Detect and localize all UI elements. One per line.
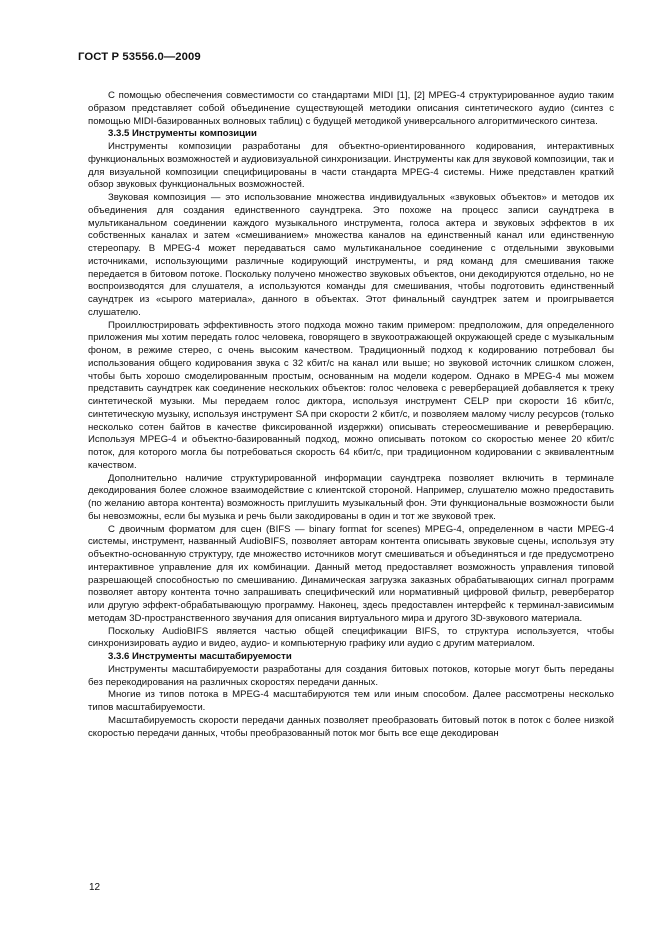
paragraph: Инструменты композиции разработаны для объектно-ориентированного кодирования, интерактивных функциональных возможностей и аудиовизуальной синхронизации. Инструменты как для звуковой композиции, так и для визуальной композиции специфицированы в части стандарта MPEG-4 системы. Ниже представлен краткий обзор звуковых функциональных возможностей. bbox=[88, 141, 615, 191]
paragraph: Многие из типов потока в MPEG-4 масштабируются тем или иным способом. Далее рассмотрены несколько типов масштабируемости. bbox=[88, 689, 614, 713]
paragraph: Проиллюстрировать эффективность этого подхода можно таким примером: предположим, для определенного приложения мы хотим передать голос человека, говорящего в звукоотражающей окружающей среде с музыкальным фоном, в режиме стерео, с очень высоким качеством. Традиционный подход к кодированию потребовал бы использования общего кодирования звука с 32 кбит/с на канал или выше; но звуковой источник слишком сложен, чтобы быть хорошо смоделированным простым, основанным на модели кодером. Однако в MPEG-4 мы можем представить саундтрек как соединение нескольких объектов: голос человека с реверберацией добавляется к треку синтетической музыки. Мы передаем голос диктора, используя инструмент CELP при скорости 16 кбит/с, синтетическую музыку, используя инструмент SA при скорости 2 кбит/с, и позволяем малому числу ресурсов (только несколько сотен байтов в качестве фиксированной издержки) описывать стереосмешивание и реверберацию. Используя MPEG-4 и объектно-базированный подход, можно описывать потоком со скоростью менее 20 кбит/с поток, для которого могла бы потребоваться скорость 64 кбит/с, при традиционном кодировании с эквивалентным качеством. bbox=[88, 319, 614, 471]
paragraph: С помощью обеспечения совместимости со стандартами MIDI [1], [2] MPEG-4 структурированное аудио таким образом представляет собой объединение существующей методики описания синтетического аудио (синтез с помощью MIDI-базированных волновых таблиц) с будущей методикой универсального алгоритмического синтеза. bbox=[88, 90, 614, 127]
paragraph: Масштабируемость скорости передачи данных позволяет преобразовать битовый поток в поток с более низкой скоростью передачи данных, чтобы преобразованный поток мог быть все еще декодирован bbox=[88, 714, 614, 739]
section-heading: 3.3.5 Инструменты композиции bbox=[108, 128, 257, 140]
paragraph: Поскольку AudioBIFS является частью общей спецификации BIFS, то структура используется, чтобы синхронизировать аудио и видео, аудио- и компьютерную графику или аудио с другим материалом. bbox=[88, 625, 614, 650]
paragraph: Дополнительно наличие структурированной информации саундтрека позволяет включить в терминале декодирования более сложное взаимодействие с клиентской стороной. Например, слушателю можно предоставить (по желанию автора контента) возможность приглушить музыкальный фон. Эти функциональные возможности были бы невозможны, если бы музыка и речь были закодированы в один и тот же звуковой трек. bbox=[88, 472, 614, 522]
paragraph: Инструменты масштабируемости разработаны для создания битовых потоков, которые могут быть переданы без перекодирования на различных скоростях передачи данных. bbox=[88, 663, 614, 688]
document-header: ГОСТ Р 53556.0—2009 bbox=[78, 51, 201, 63]
paragraph: Звуковая композиция — это использование множества индивидуальных «звуковых объектов» и методов их объединения для создания единственного саундтрека. Это похоже на процесс записи саундтрека в мультиканальном соединении каждого музыкального инструмента, голоса актера и звуковых эффектов в их собственных каналах и затем «смешиванием» множества каналов на единственный канал или единственную стереопару. В MPEG-4 может передаваться само мультиканальное соединение с отдельными звуковыми источниками, использующими различные кодирующий инструменты, и ряд команд для смешивания также передается в битовом потоке. Поскольку получено множество звуковых объектов, они декодируются отдельно, но не воспроизводятся для слушателя, а используются команды для смешивания, чтобы подготовить единственный саундтрек из «сырого материала», данного в объектах. Этот финальный саундтрек затем и проигрывается слушателю. bbox=[88, 192, 614, 318]
document-body bbox=[88, 90, 614, 740]
section-heading: 3.3.6 Инструменты масштабируемости bbox=[108, 651, 292, 662]
paragraph: С двоичным форматом для сцен (BIFS — binary format for scenes) MPEG-4, определенном в части MPEG-4 системы, инструмент, названный AudioBIFS, позволяет авторам контента описывать звуковые сцены, используя эту объектно-основанную структуру, где множество источников могут смешиваться и объединяться и где предусмотрено интерактивное управление для их комбинации. Данный метод предоставляет возможность управления типовой разрешающей способностью по смешиванию. Динамическая загрузка заказных обрабатывающих сигнал программ позволяет автору контента точно запрашивать специфический или нормативный цифровой фильтр, ревербератор или другую эффект-обрабатывающую программу. Наконец, здесь предоставлен интерфейс к терминал-зависимым методам 3D-пространственного звучания для описания виртуального мира и другого 3D-звукового материала. bbox=[88, 523, 614, 624]
page-number: 12 bbox=[89, 882, 101, 893]
